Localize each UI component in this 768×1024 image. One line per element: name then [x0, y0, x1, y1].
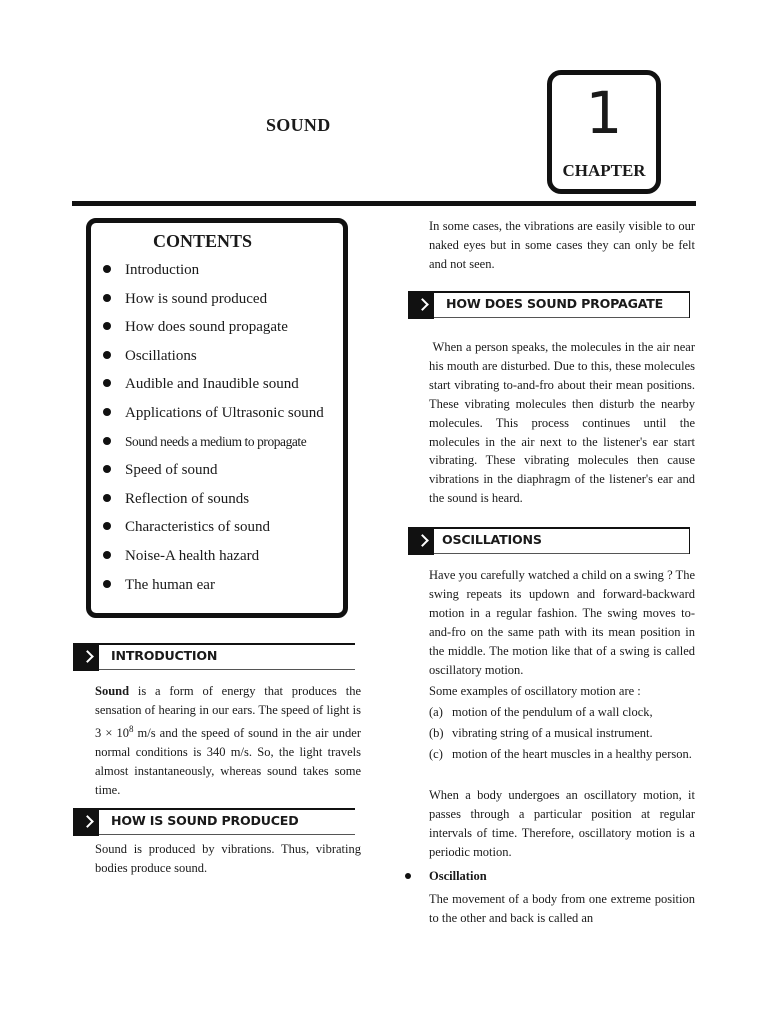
list-marker: (c): [429, 746, 443, 761]
bullet-icon: [103, 408, 111, 416]
chapter-number: 1: [585, 79, 623, 147]
bullet-icon: [103, 580, 111, 588]
contents-list: [91, 261, 324, 604]
list-item: [429, 724, 695, 743]
contents-item-label: The human ear: [125, 576, 215, 593]
list-marker: (b): [429, 725, 444, 740]
propagate-paragraph: When a person speaks, the molecules in the air near his mouth are disturbed. Due to this, these molecules start vibrating to-and-fro about their mean positions. These vibrating molecules then disturb the nearby molecules. This process continues until the molecules in the air next to the listener's ear start vibrating. These vibrating molecules then cause vibrations in the diaphragm of the listener's ear and the sound is heard.: [429, 340, 699, 506]
contents-item: [91, 518, 324, 547]
oscillation-subheading: Oscillation: [429, 869, 487, 883]
chapter-label: CHAPTER: [562, 161, 646, 180]
paragraph-text: m/s and the speed of sound in the air under normal conditions is 340 m/s. So, the light travels almost instantaneously, whereas sound takes some time.: [95, 725, 361, 797]
list-marker: (a): [429, 705, 443, 719]
contents-item-label: How is sound produced: [125, 290, 268, 307]
bullet-icon: [103, 465, 111, 473]
paragraph-text: is a form of energy that produces the sensation of hearing in our ears. The speed of light is 3 × 10: [95, 684, 361, 740]
chapter-badge: [547, 70, 661, 194]
contents-item-label: Sound needs a medium to propagate: [125, 433, 307, 449]
heading-rule: [434, 553, 690, 554]
contents-item: [91, 290, 324, 319]
chevron-right-icon: [408, 291, 434, 319]
heading-rule: [434, 317, 690, 318]
list-item: [429, 745, 695, 764]
section-heading-oscillations: [408, 527, 690, 553]
contents-box: [86, 218, 348, 618]
superscript: 8: [128, 723, 134, 734]
bullet-icon: [103, 379, 111, 387]
header-divider: [72, 201, 696, 206]
section-heading-propagate: [408, 291, 690, 317]
contents-item-label: Reflection of sounds: [125, 490, 250, 507]
chevron-right-icon: [73, 643, 99, 671]
chevron-right-icon: [73, 808, 99, 836]
section-heading-introduction: [73, 643, 355, 669]
contents-item: [91, 461, 324, 490]
contents-item-label: Audible and Inaudible sound: [125, 376, 299, 393]
section-heading-label: INTRODUCTION: [111, 648, 218, 663]
section-heading-label: HOW DOES SOUND PROPAGATE: [446, 296, 664, 311]
bullet-icon: [103, 351, 111, 359]
heading-rule: [434, 291, 690, 293]
contents-item: [91, 547, 324, 576]
periodic-paragraph: When a body undergoes an oscillatory motion, it passes through a particular position at regular intervals of time. Therefore, oscillatory motion is a periodic motion.: [429, 788, 695, 859]
bullet-icon: [103, 551, 111, 559]
contents-title: CONTENTS: [153, 231, 253, 251]
contents-item: [91, 433, 324, 462]
examples-intro: Some examples of oscillatory motion are :: [429, 684, 641, 698]
contents-item: [91, 347, 324, 376]
produced-paragraph: Sound is produced by vibrations. Thus, vibrating bodies produce sound.: [95, 842, 361, 875]
introduction-paragraph: [95, 682, 361, 800]
oscillation-paragraph: The movement of a body from one extreme position to the other and back is called an: [429, 892, 695, 925]
contents-item: [91, 576, 324, 605]
contents-item: [91, 404, 324, 433]
contents-item-label: Noise-A health hazard: [125, 547, 260, 564]
contents-item-label: Speed of sound: [125, 462, 218, 479]
list-item-text: motion of the heart muscles in a healthy person.: [452, 746, 692, 761]
heading-rule: [689, 527, 690, 554]
bullet-icon: [103, 494, 111, 502]
contents-item-label: Applications of Ultrasonic sound: [125, 404, 324, 421]
heading-rule: [99, 808, 355, 810]
contents-item: [91, 318, 324, 347]
bullet-icon: [103, 322, 111, 330]
bullet-icon: [103, 294, 111, 302]
oscillations-paragraph: Have you carefully watched a child on a swing ? The swing repeats its updown and forward-backward motion in a regular fashion. The swing moves to-and-fro on the same path with its mean position in the middle. The motion like that of a swing is called oscillatory motion.: [429, 568, 695, 677]
contents-item-label: Introduction: [125, 262, 200, 278]
page-title: SOUND: [266, 115, 331, 135]
list-item-text: vibrating string of a musical instrument.: [452, 725, 653, 740]
bold-term: Sound: [95, 684, 130, 698]
bullet-icon: [103, 265, 111, 273]
contents-item: [91, 261, 324, 290]
bullet-icon: [103, 522, 111, 530]
list-item: [429, 703, 695, 722]
list-item-text: motion of the pendulum of a wall clock,: [452, 705, 653, 719]
heading-rule: [99, 669, 355, 670]
heading-rule: [434, 527, 690, 529]
heading-rule: [99, 643, 355, 645]
contents-item-label: How does sound propagate: [125, 319, 288, 336]
contents-item-label: Oscillations: [125, 347, 197, 364]
contents-item: [91, 490, 324, 519]
contents-item: [91, 375, 324, 404]
bullet-icon: [405, 873, 411, 879]
heading-rule: [689, 291, 690, 318]
section-heading-label: OSCILLATIONS: [442, 532, 542, 547]
vibrations-paragraph: In some cases, the vibrations are easily visible to our naked eyes but in some cases they can only be felt and not seen.: [429, 219, 695, 271]
section-heading-produced: [73, 808, 355, 834]
examples-list: [429, 703, 695, 764]
heading-rule: [99, 834, 355, 835]
bullet-icon: [103, 437, 111, 445]
chevron-right-icon: [408, 527, 434, 555]
contents-item-label: Characteristics of sound: [125, 519, 270, 536]
section-heading-label: HOW IS SOUND PRODUCED: [111, 813, 299, 828]
